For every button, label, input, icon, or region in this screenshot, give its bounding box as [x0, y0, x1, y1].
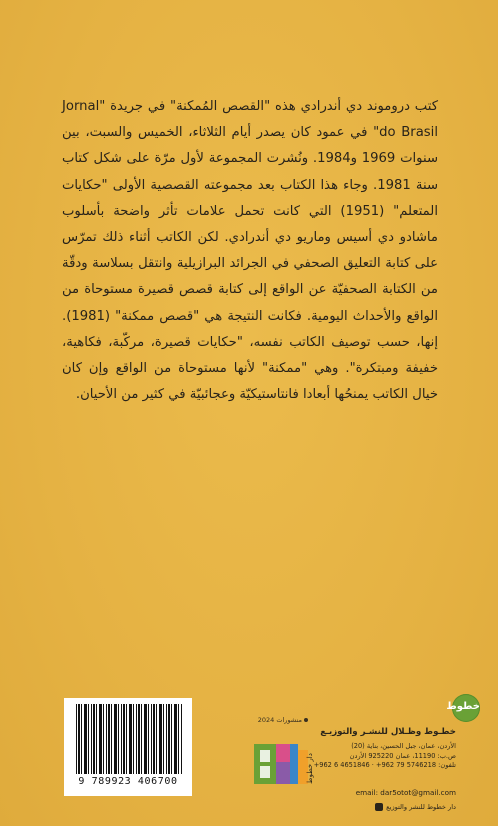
back-cover-blurb: [62, 94, 438, 408]
publisher-social: [375, 803, 456, 811]
publisher-badge-icon: [446, 694, 480, 722]
phone-line: تلفون: 5746218 79 962+ · 4651846 6 962+: [313, 761, 456, 770]
social-label: دار خطوط للنشر والتوزيع: [386, 803, 456, 811]
edition-line: [258, 716, 308, 724]
isbn-barcode: [64, 698, 192, 796]
logo-text: دار خطوط: [306, 753, 314, 784]
publisher-name: خطـوط وظـلال للنشـر والتوزيـع: [320, 727, 456, 737]
isbn-number: 9 789923 406700: [78, 776, 178, 787]
address-line-1: الأردن، عمان، جبل الحسين، بناية (20): [351, 742, 456, 750]
bullet-icon: [304, 718, 308, 722]
badge-label: خطوط: [446, 701, 480, 712]
edition-label: منشورات 2024: [257, 716, 302, 724]
publisher-info: [238, 710, 456, 820]
address-line-2: ص.ب: 11190، عمان 925220 الأردن: [349, 751, 456, 760]
publisher-address: [313, 742, 456, 771]
publisher-email: email: dar5otot@gmail.com: [355, 788, 456, 797]
publisher-logo-icon: [252, 740, 320, 790]
blurb-paragraph: كتب دروموند دي أندرادي هذه "القصص المُمكنة" في جريدة "Jornal do Brasil" في عمود كان يصدر أيام الثلاثاء، الخميس والسبت، بين سنوات 1969 و1984. ونُشرت المجموعة لأول مرّة على شكل كتاب سنة 1981. وجاء هذا الكتاب بعد مجموعته القصصية الأولى "حكايات المتعلم" (1951) التي كانت تحمل علامات تأثر واضحة بأسلوب ماشادو دي أسيس وماريو دي أندرادي. لكن الكاتب أثناء ذلك تمرّس على كتابة التعليق الصحفي في الجرائد البرازيلية وانتقل بسلاسة ودقّة من الكتابة الصحفيّة عن الواقع إلى كتابة قصص قصيرة مستوحاة من الواقع والأحداث اليومية. فكانت النتيجة هي "قصص ممكنة" (1981). إنها، حسب توصيف الكاتب نفسه، "حكايات قصيرة، مركّبة، فكاهية، خفيفة ومبتكرة". وهي "ممكنة" لأنها مستوحاة من الواقع وإن كان خيال الكاتب يمنحُها أبعادا فانتاستيكيّة وعجائبيّة في كثير من الأحيان.: [62, 99, 438, 403]
barcode-bars: [76, 704, 182, 774]
facebook-icon: [375, 803, 383, 811]
